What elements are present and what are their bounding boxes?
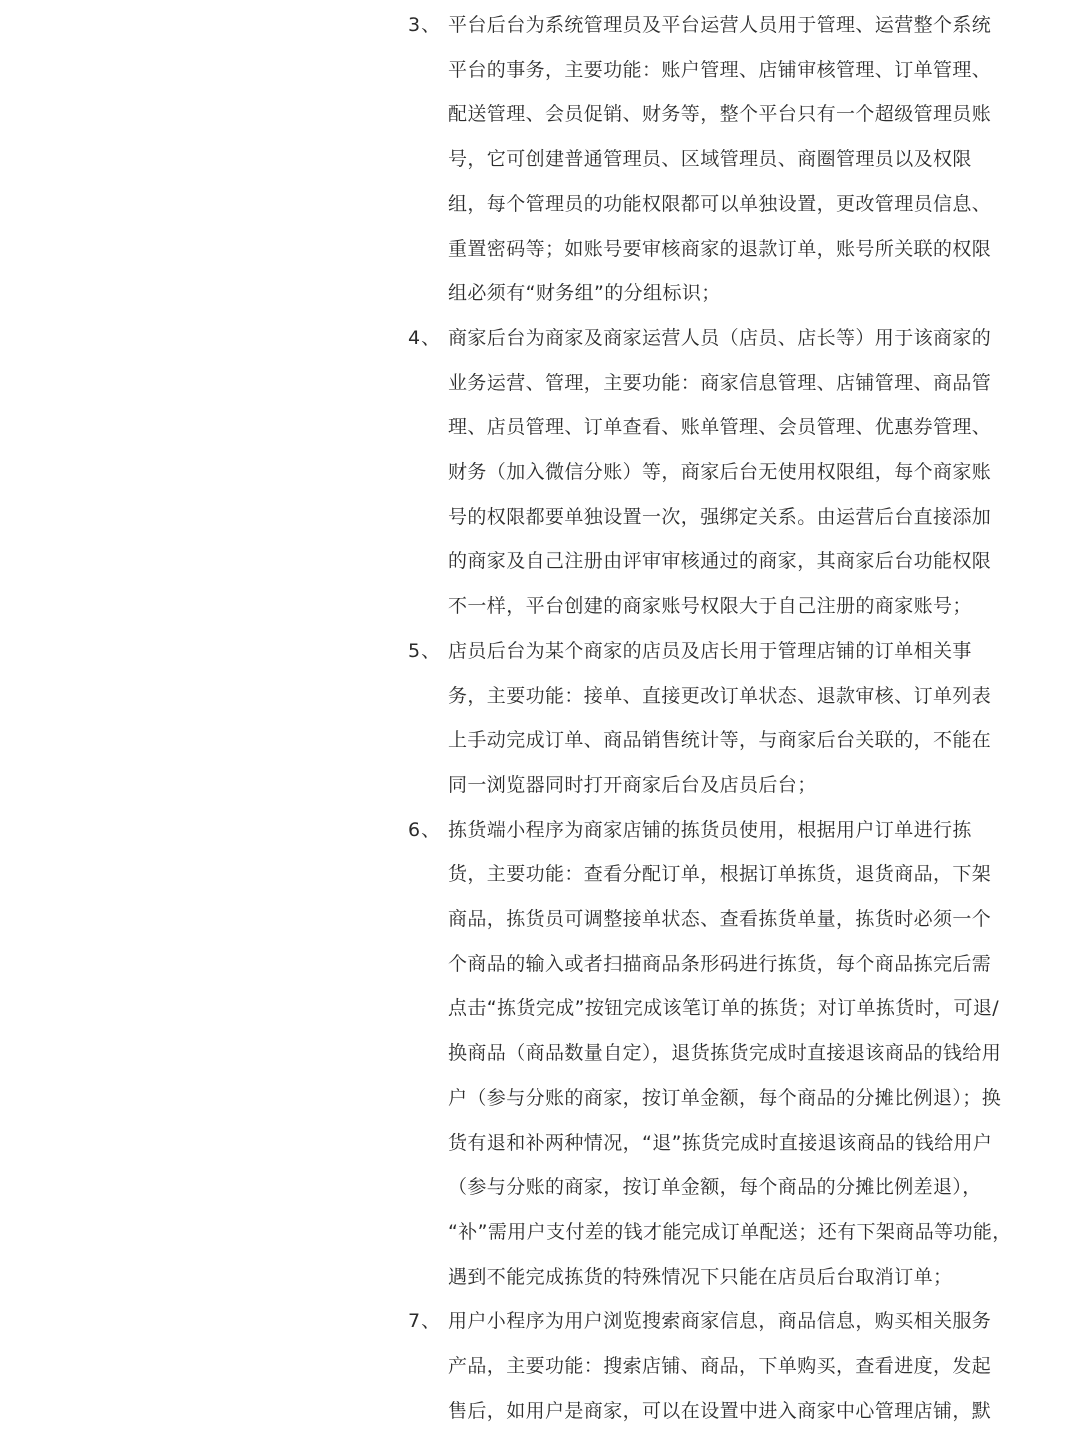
- paragraph-line: 货，主要功能：查看分配订单，根据订单拣货，退货商品，下架: [448, 863, 992, 886]
- paragraph-line: 点击“拣货完成”按钮完成该笔订单的拣货；对订单拣货时，可退/: [448, 997, 1000, 1020]
- paragraph-line: 重置密码等；如账号要审核商家的退款订单，账号所关联的权限: [448, 237, 992, 260]
- paragraph-line: 财务（加入微信分账）等，商家后台无使用权限组，每个商家账: [448, 461, 992, 483]
- paragraph-line: 户（参与分账的商家，按订单金额，每个商品的分摊比例退）；换: [448, 1086, 1002, 1109]
- list-item-number: 4、: [408, 326, 442, 349]
- paragraph-line: （参与分账的商家，按订单金额，每个商品的分摊比例差退），: [448, 1176, 982, 1199]
- paragraph-line: 产品，主要功能：搜索店铺、商品，下单购买，查看进度，发起: [448, 1355, 992, 1377]
- paragraph-line: 货有退和补两种情况，“退”拣货完成时直接退该商品的钱给用户: [448, 1131, 993, 1154]
- paragraph-line: “补”需用户支付差的钱才能完成订单配送；还有下架商品等功能，: [448, 1220, 1012, 1243]
- paragraph-line: 组，每个管理员的功能权限都可以单独设置，更改管理员信息、: [448, 192, 992, 215]
- paragraph-line: 平台后台为系统管理员及平台运营人员用于管理、运营整个系统: [448, 14, 992, 36]
- paragraph-line: 不一样，平台创建的商家账号权限大于自己注册的商家账号；: [448, 595, 972, 618]
- list-item-number: 5、: [408, 639, 442, 662]
- paragraph-line: 上手动完成订单、商品销售统计等，与商家后台关联的，不能在: [448, 729, 992, 752]
- paragraph-line: 店员后台为某个商家的店员及店长用于管理店铺的订单相关事: [448, 639, 972, 662]
- list-item-number: 6、: [408, 818, 442, 841]
- paragraph-line: 组必须有“财务组”的分组标识；: [448, 282, 721, 305]
- paragraph-line: 理、店员管理、订单查看、账单管理、会员管理、优惠券管理、: [448, 416, 992, 439]
- paragraph-line: 个商品的输入或者扫描商品条形码进行拣货，每个商品拣完后需: [448, 952, 992, 975]
- paragraph-line: 配送管理、会员促销、财务等，整个平台只有一个超级管理员账: [448, 103, 992, 126]
- paragraph-line: 同一浏览器同时打开商家后台及店员后台；: [448, 773, 817, 796]
- paragraph-line: 售后，如用户是商家，可以在设置中进入商家中心管理店铺，默: [448, 1399, 992, 1422]
- paragraph-line: 号，它可创建普通管理员、区域管理员、商圈管理员以及权限: [448, 148, 972, 171]
- paragraph-line: 用户小程序为用户浏览搜索商家信息，商品信息，购买相关服务: [448, 1310, 992, 1333]
- paragraph-line: 的商家及自己注册由评审审核通过的商家，其商家后台功能权限: [448, 550, 992, 573]
- paragraph-line: 拣货端小程序为商家店铺的拣货员使用，根据用户订单进行拣: [448, 818, 972, 841]
- paragraph-line: 号的权限都要单独设置一次，强绑定关系。由运营后台直接添加: [448, 505, 992, 528]
- paragraph-line: 遇到不能完成拣货的特殊情况下只能在店员后台取消订单；: [448, 1265, 953, 1288]
- paragraph-line: 务，主要功能：接单、直接更改订单状态、退款审核、订单列表: [448, 684, 992, 707]
- paragraph-line: 业务运营、管理，主要功能：商家信息管理、店铺管理、商品管: [448, 371, 992, 394]
- paragraph-line: 换商品（商品数量自定），退货拣货完成时直接退该商品的钱给用: [448, 1042, 1002, 1065]
- paragraph-line: 商家后台为商家及商家运营人员（店员、店长等）用于该商家的: [448, 326, 992, 349]
- list-item-number: 3、: [408, 14, 442, 36]
- paragraph-line: 平台的事务，主要功能：账户管理、店铺审核管理、订单管理、: [448, 58, 992, 81]
- list-item-number: 7、: [408, 1310, 442, 1333]
- paragraph-line: 商品，拣货员可调整接单状态、查看拣货单量，拣货时必须一个: [448, 908, 992, 930]
